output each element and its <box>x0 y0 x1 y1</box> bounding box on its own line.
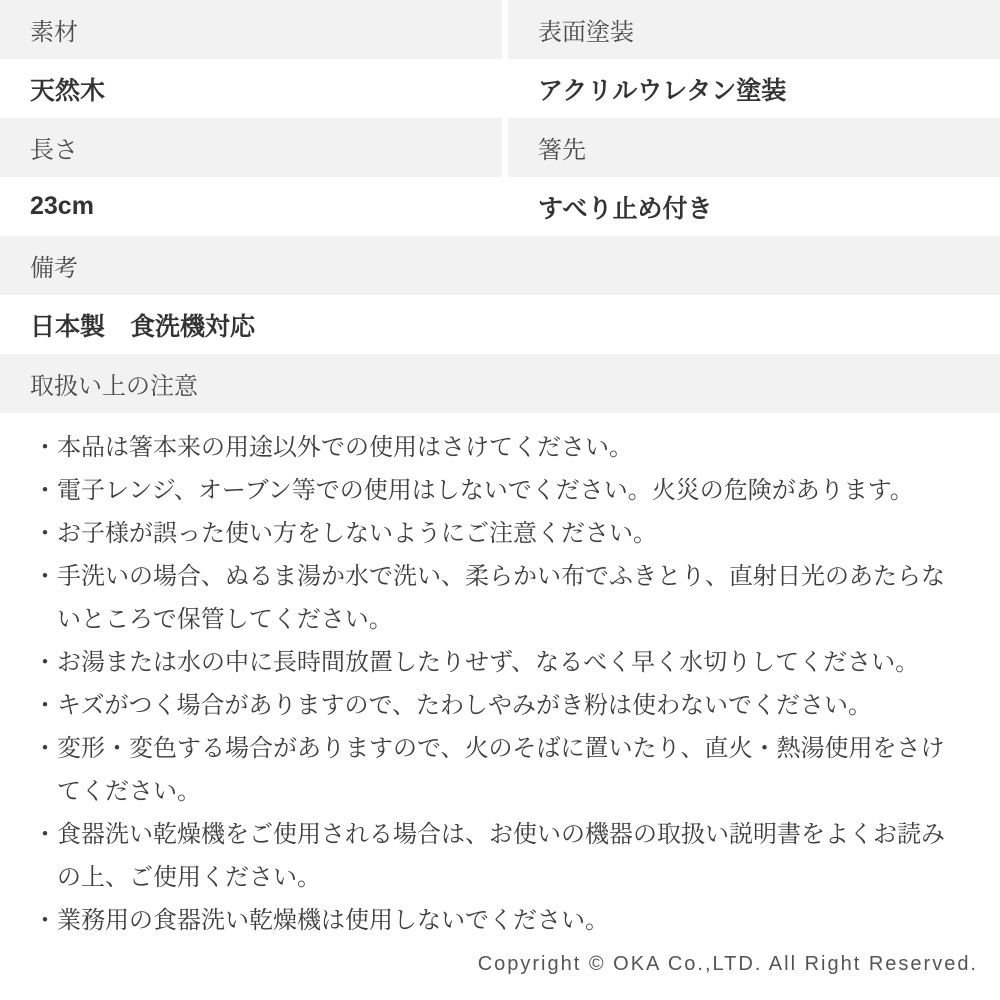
spec-value-surface-coating: アクリルウレタン塗装 <box>508 59 1000 118</box>
copyright-text: Copyright © OKA Co.,LTD. All Right Reserved. <box>477 953 978 975</box>
handling-note-8: ・食器洗い乾燥機をご使用される場合は、お使いの機器の取扱い説明書をよくお読みの上、ご使用ください。 <box>33 821 945 891</box>
handling-notes-list <box>0 413 1000 942</box>
spec-header-handling-notes: 取扱い上の注意 <box>0 354 1000 413</box>
spec-header-chopstick-tip: 箸先 <box>508 118 1000 177</box>
handling-note-5: ・お湯または水の中に長時間放置したりせず、なるべく早く水切りしてください。 <box>33 649 920 676</box>
handling-note-9: ・業務用の食器洗い乾燥機は使用しないでください。 <box>33 907 609 934</box>
spec-value-length: 23cm <box>0 177 502 236</box>
spec-header-surface-coating: 表面塗装 <box>508 0 1000 59</box>
spec-value-row-2 <box>0 177 1000 236</box>
spec-header-length: 長さ <box>0 118 502 177</box>
handling-note-3: ・お子様が誤った使い方をしないようにご注意ください。 <box>33 520 657 547</box>
spec-value-row-1 <box>0 59 1000 118</box>
handling-note-4: ・手洗いの場合、ぬるま湯か水で洗い、柔らかい布でふきとり、直射日光のあたらないところで保管してください。 <box>33 563 945 633</box>
spec-header-remarks: 備考 <box>0 236 1000 295</box>
spec-value-material: 天然木 <box>0 59 502 118</box>
spec-header-material: 素材 <box>0 0 502 59</box>
handling-note-1: ・本品は箸本来の用途以外での使用はさけてください。 <box>33 434 633 461</box>
spec-value-chopstick-tip: すべり止め付き <box>508 177 1000 236</box>
spec-header-row-2 <box>0 118 1000 177</box>
handling-note-6: ・キズがつく場合がありますので、たわしやみがき粉は使わないでください。 <box>33 692 873 719</box>
spec-table <box>0 0 1000 413</box>
spec-header-row-1 <box>0 0 1000 59</box>
handling-note-2: ・電子レンジ、オーブン等での使用はしないでください。火災の危険があります。 <box>33 477 914 504</box>
spec-value-remarks: 日本製 食洗機対応 <box>0 295 1000 354</box>
handling-note-7: ・変形・変色する場合がありますので、火のそばに置いたり、直火・熱湯使用をさけてください。 <box>33 735 945 805</box>
